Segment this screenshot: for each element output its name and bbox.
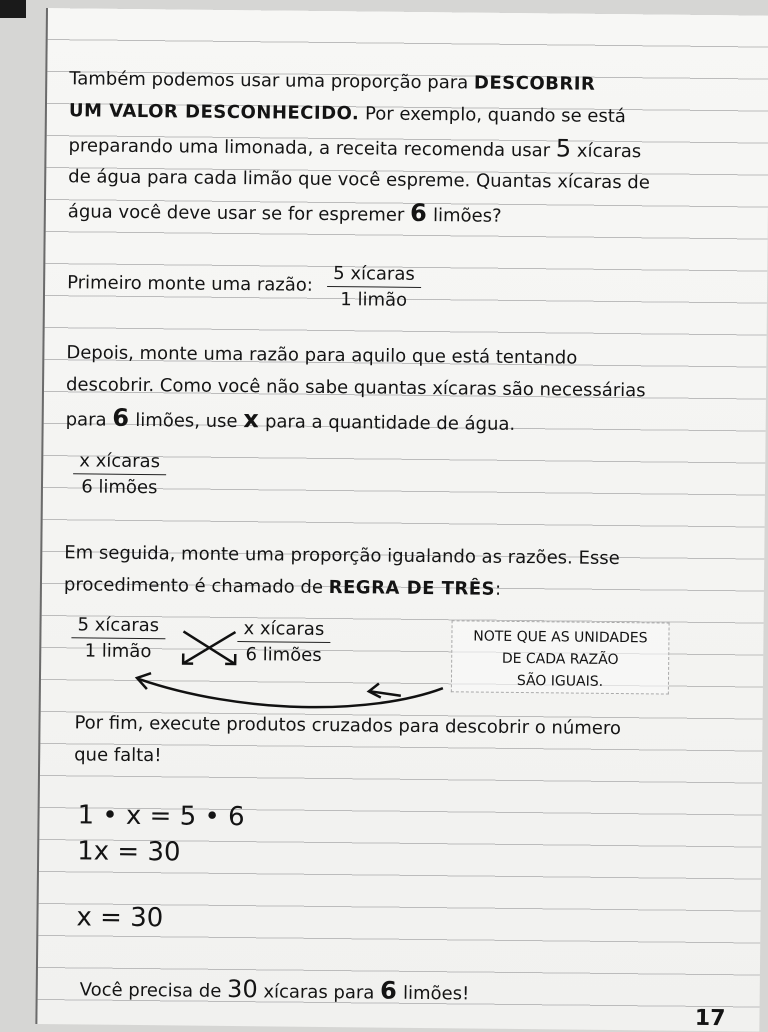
intro-line-2 [69, 100, 626, 128]
step2-ratio-denominator: 6 limões [81, 476, 158, 499]
step2-text-3a: para [65, 409, 107, 431]
equation-1: 1 • x = 5 • 6 [77, 800, 245, 833]
conclusion-number-6: 6 [379, 976, 398, 1005]
intro-text-1: Também podemos usar uma proporção para [69, 68, 469, 94]
proportion-left-denominator: 1 limão [84, 640, 152, 663]
step3-line-2 [64, 574, 501, 601]
step2-variable-x: x [243, 405, 260, 434]
step2-number-6: 6 [112, 403, 130, 432]
step3-bold-regra: REGRA DE TRÊS [328, 576, 496, 600]
conclusion-text-c: limões! [402, 982, 470, 1005]
step4-line-2: que falta! [74, 744, 162, 767]
intro-text-3b: xícaras [576, 140, 642, 163]
equation-2: 1x = 30 [77, 836, 181, 868]
step1-text: Primeiro monte uma razão: [67, 272, 314, 296]
intro-number-6: 6 [409, 198, 428, 228]
step2-line-3 [65, 403, 516, 436]
step3-colon: : [494, 578, 502, 600]
step2-text-3c: para a quantidade de água. [264, 411, 516, 435]
units-note-line-1: NOTE QUE AS UNIDADES [473, 628, 648, 647]
intro-text-5a: água você deve usar se for espremer [67, 201, 405, 226]
proportion-right-numerator: x xícaras [237, 618, 330, 643]
intro-line-5 [68, 198, 502, 228]
step1-ratio-denominator: 1 limão [340, 289, 408, 311]
step1-ratio-numerator: 5 xícaras [327, 263, 421, 288]
intro-number-5: 5 [555, 134, 572, 163]
equation-3: x = 30 [76, 902, 164, 934]
step2-text-3b: limões, use [135, 409, 238, 433]
units-note-line-2: DE CADA RAZÃO [501, 650, 619, 669]
units-note-box [451, 620, 670, 694]
proportion-right-denominator: 6 limões [245, 644, 322, 666]
units-arrows-icon [121, 655, 452, 718]
step2-line-1: Depois, monte uma razão para aquilo que está tentando [66, 342, 578, 369]
conclusion-text-a: Você precisa de [79, 979, 222, 1002]
notebook-page [35, 8, 768, 1032]
intro-text-2: Por exemplo, quando se está [359, 103, 627, 128]
intro-text-5b: limões? [432, 205, 502, 227]
step4-line-1: Por fim, execute produtos cruzados para descobrir o número [74, 712, 622, 740]
intro-bold-1: DESCOBRIR [473, 72, 596, 95]
conclusion-number-30: 30 [226, 974, 258, 1004]
page-number: 17 [694, 1005, 726, 1032]
intro-line-4: de água para cada limão que você espreme. Quantas xícaras de [68, 166, 650, 194]
conclusion-text-b: xícaras para [263, 981, 375, 1004]
intro-line-1 [69, 68, 595, 96]
intro-text-3a: preparando uma limonada, a receita recomenda usar [68, 135, 551, 162]
step2-line-2: descobrir. Como você não sabe quantas xícaras são necessárias [65, 374, 646, 402]
step3-text-2: procedimento é chamado de [63, 574, 324, 598]
step1-ratio [327, 263, 421, 311]
step2-ratio-numerator: x xícaras [73, 450, 166, 475]
proportion-left-numerator: 5 xícaras [71, 614, 165, 639]
step2-ratio [73, 450, 166, 498]
binder-corner [0, 0, 26, 18]
intro-bold-2: UM VALOR DESCONHECIDO. [68, 100, 360, 125]
units-note-line-3: SÃO IGUAIS. [516, 672, 604, 690]
step3-line-1: Em seguida, monte uma proporção igualando as razões. Esse [64, 542, 620, 570]
intro-line-3 [68, 132, 641, 163]
conclusion-line [80, 976, 470, 1005]
